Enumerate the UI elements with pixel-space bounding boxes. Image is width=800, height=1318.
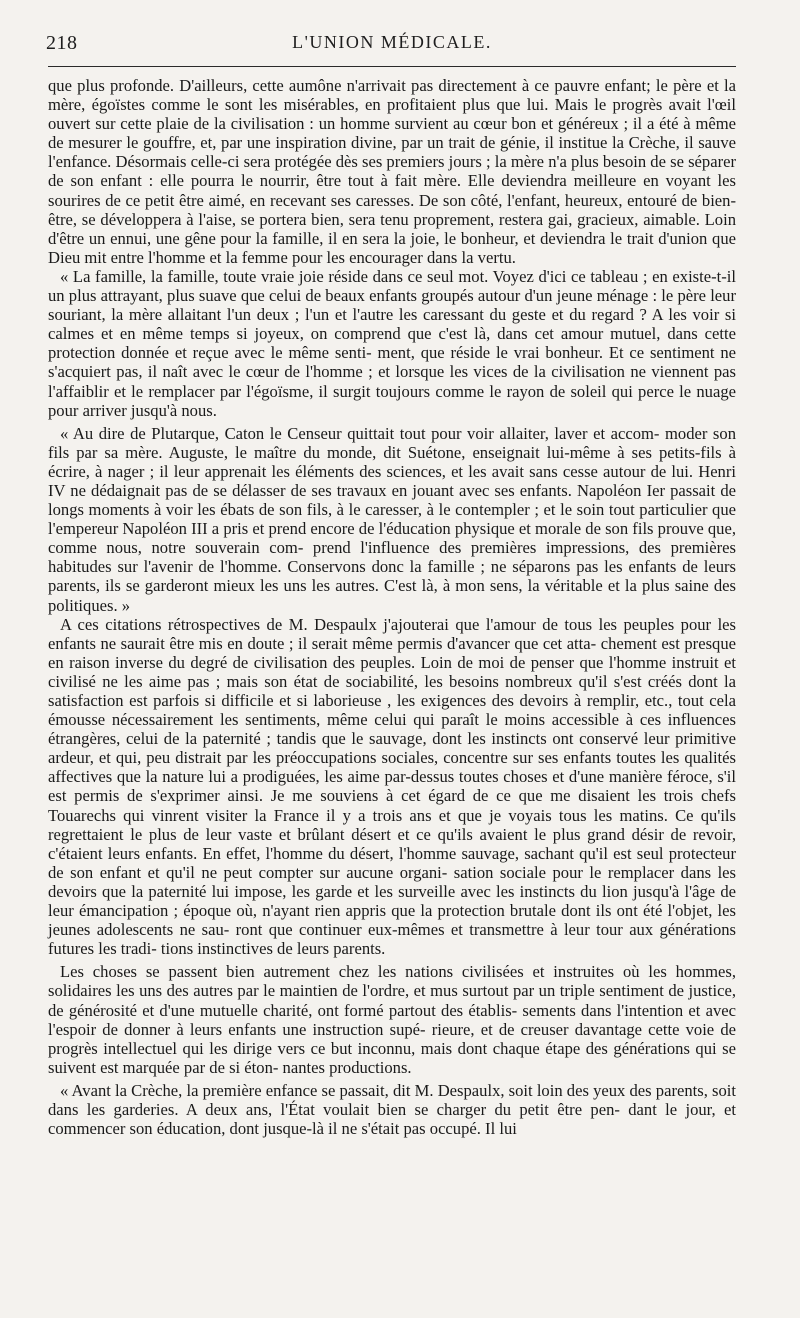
paragraph: « La famille, la famille, toute vraie joie réside dans ce seul mot. Voyez d'ici ce tableau ; en existe-t-il un plus attrayant, plus suave que celui de beaux enfants groupés autour d'un jeune ménage : le père leur souriant, la mère allaitant l'un deux ; l'un et l'autre les caressant du geste et du regard ? A les voir si calmes et en même temps si joyeux, on comprend que c'est là, dans cet amour mutuel, dans cette protection donnée et reçue avec le même senti- ment, que réside le vrai bonheur. Et ce sentiment ne s'acquiert pas, il naît avec le cœur de l'homme ; et lorsque les vices de la civilisation ne viennent pas l'affaiblir et le remplacer par l'égoïsme, il surgit toujours comme le rayon de soleil qui perce le nuage pour arriver jusqu'à nous.: [48, 266, 736, 420]
paragraph: « Au dire de Plutarque, Caton le Censeur quittait tout pour voir allaiter, laver et accom- moder son fils par sa mère. Auguste, le maître du monde, dit Suétone, enseignait lui-même à ses petits-fils à écrire, à nager ; il leur apprenait les éléments des sciences, et les avait sans cesse autour de lui. Henri IV ne dédaignait pas de se délasser de ses travaux en jouant avec ses enfants. Napoléon Ier passait de longs moments à voir les ébats de son fils, à le caresser, à le contempler ; et le soin tout particulier que l'empereur Napoléon III a pris et prend encore de l'éducation physique et morale de son fils prouve que, comme nous, notre souverain com- prend l'influence des premières impressions, des premières habitudes sur l'avenir de l'homme. Conservons donc la famille ; ne séparons pas les enfants de leurs parents, ils se garderont mieux les uns les autres. C'est là, à mon sens, la véritable et la plus saine des politiques. »: [48, 423, 736, 615]
body-text: [48, 76, 736, 1138]
paragraph: A ces citations rétrospectives de M. Despaulx j'ajouterai que l'amour de tous les peuples pour les enfants ne saurait être mis en doute ; il serait même permis d'avancer que cet atta- chement est presque en raison inverse du degré de civilisation des peuples. Loin de moi de penser que l'homme instruit et civilisé ne les aime pas ; mais son état de sociabilité, les besoins nombreux qu'il s'est créés dont la satisfaction est parfois si difficile et si laborieuse , les exigences des devoirs à remplir, etc., tout cela émousse nécessairement les sentiments, même celui qui paraît le moins accessible à ces influences étrangères, celui de la paternité ; tandis que le sauvage, dont les instincts ont conservé leur primitive ardeur, et qui, peu distrait par les préoccupations sociales, concentre sur ses enfants toutes les qualités affectives que la nature lui a prodiguées, les aime par-dessus toutes choses et d'une manière féroce, s'il est permis de s'exprimer ainsi. Je me souviens à cet égard de ce que me disaient les trois chefs Touarechs qui vinrent visiter la France il y a trois ans et que je voyais tous les matins. Ce qu'ils regrettaient le plus de leur vaste et brûlant désert et ce qu'ils avaient le plus grand désir de revoir, c'étaient leurs enfants. En effet, l'homme du désert, l'homme sauvage, sachant qu'il est seul protecteur de son enfant et qu'il ne peut compter sur aucune organi- sation sociale pour le remplacer dans les devoirs que la paternité lui impose, les garde et les surveille avec les instincts du lion jusqu'à l'âge de leur émancipation ; époque où, n'ayant rien appris que la protection brutale dont ils ont été l'objet, les jeunes adolescents ne sau- ront que continuer eux-mêmes et transmettre à leur tour aux générations futures les tradi- tions instinctives de leurs parents.: [48, 614, 736, 959]
page-header: [46, 32, 738, 60]
paragraph: Les choses se passent bien autrement chez les nations civilisées et instruites où les hommes, solidaires les uns des autres par le maintien de l'ordre, et mus surtout par un triple sentiment de justice, de générosité et d'une mutuelle charité, ont formé partout des établis- sements dans l'intention et avec l'espoir de donner à leurs enfants une instruction supé- rieure, et de creuser davantage cette voie de progrès intellectuel qui les dirige vers ce but inconnu, mais dont chaque étape des générations qui se suivent est marquée par de si éton- nantes productions.: [48, 962, 736, 1077]
paragraph: que plus profonde. D'ailleurs, cette aumône n'arrivait pas directement à ce pauvre enfant; le père et la mère, égoïstes comme le sont les misérables, en profitaient plus que lui. Mais le progrès avait l'œil ouvert sur cette plaie de la civilisation : un homme survient au cœur bon et généreux ; il a été à même de mesurer le gouffre, et, par une inspiration divine, par un trait de génie, il institue la Crèche, il sauve l'enfance. Désormais celle-ci sera protégée dès ses premiers jours ; la mère n'a plus besoin de se séparer de son enfant : elle pourra le nourrir, être tout à fait mère. Elle deviendra meilleure en voyant les sourires de ce petit être aimé, en recevant ses caresses. De son côté, l'enfant, heureux, entouré de bien-être, se développera à l'aise, se portera bien, sera tenu proprement, restera gai, gracieux, aimable. Loin d'être un ennui, une gêne pour la famille, il en sera la joie, le bonheur, et deviendra le trait d'union que Dieu mit entre l'homme et la femme pour les encourager dans la vertu.: [48, 76, 736, 267]
paragraph: « Avant la Crèche, la première enfance se passait, dit M. Despaulx, soit loin des yeux des parents, soit dans les garderies. A deux ans, l'État voulait bien se charger du petit être pen- dant le jour, et commencer son éducation, dont jusque-là il ne s'était pas occupé. Il lui: [48, 1080, 736, 1139]
header-rule: [48, 66, 736, 67]
page-number: 218: [46, 32, 78, 54]
running-head: L'UNION MÉDICALE.: [292, 32, 492, 52]
